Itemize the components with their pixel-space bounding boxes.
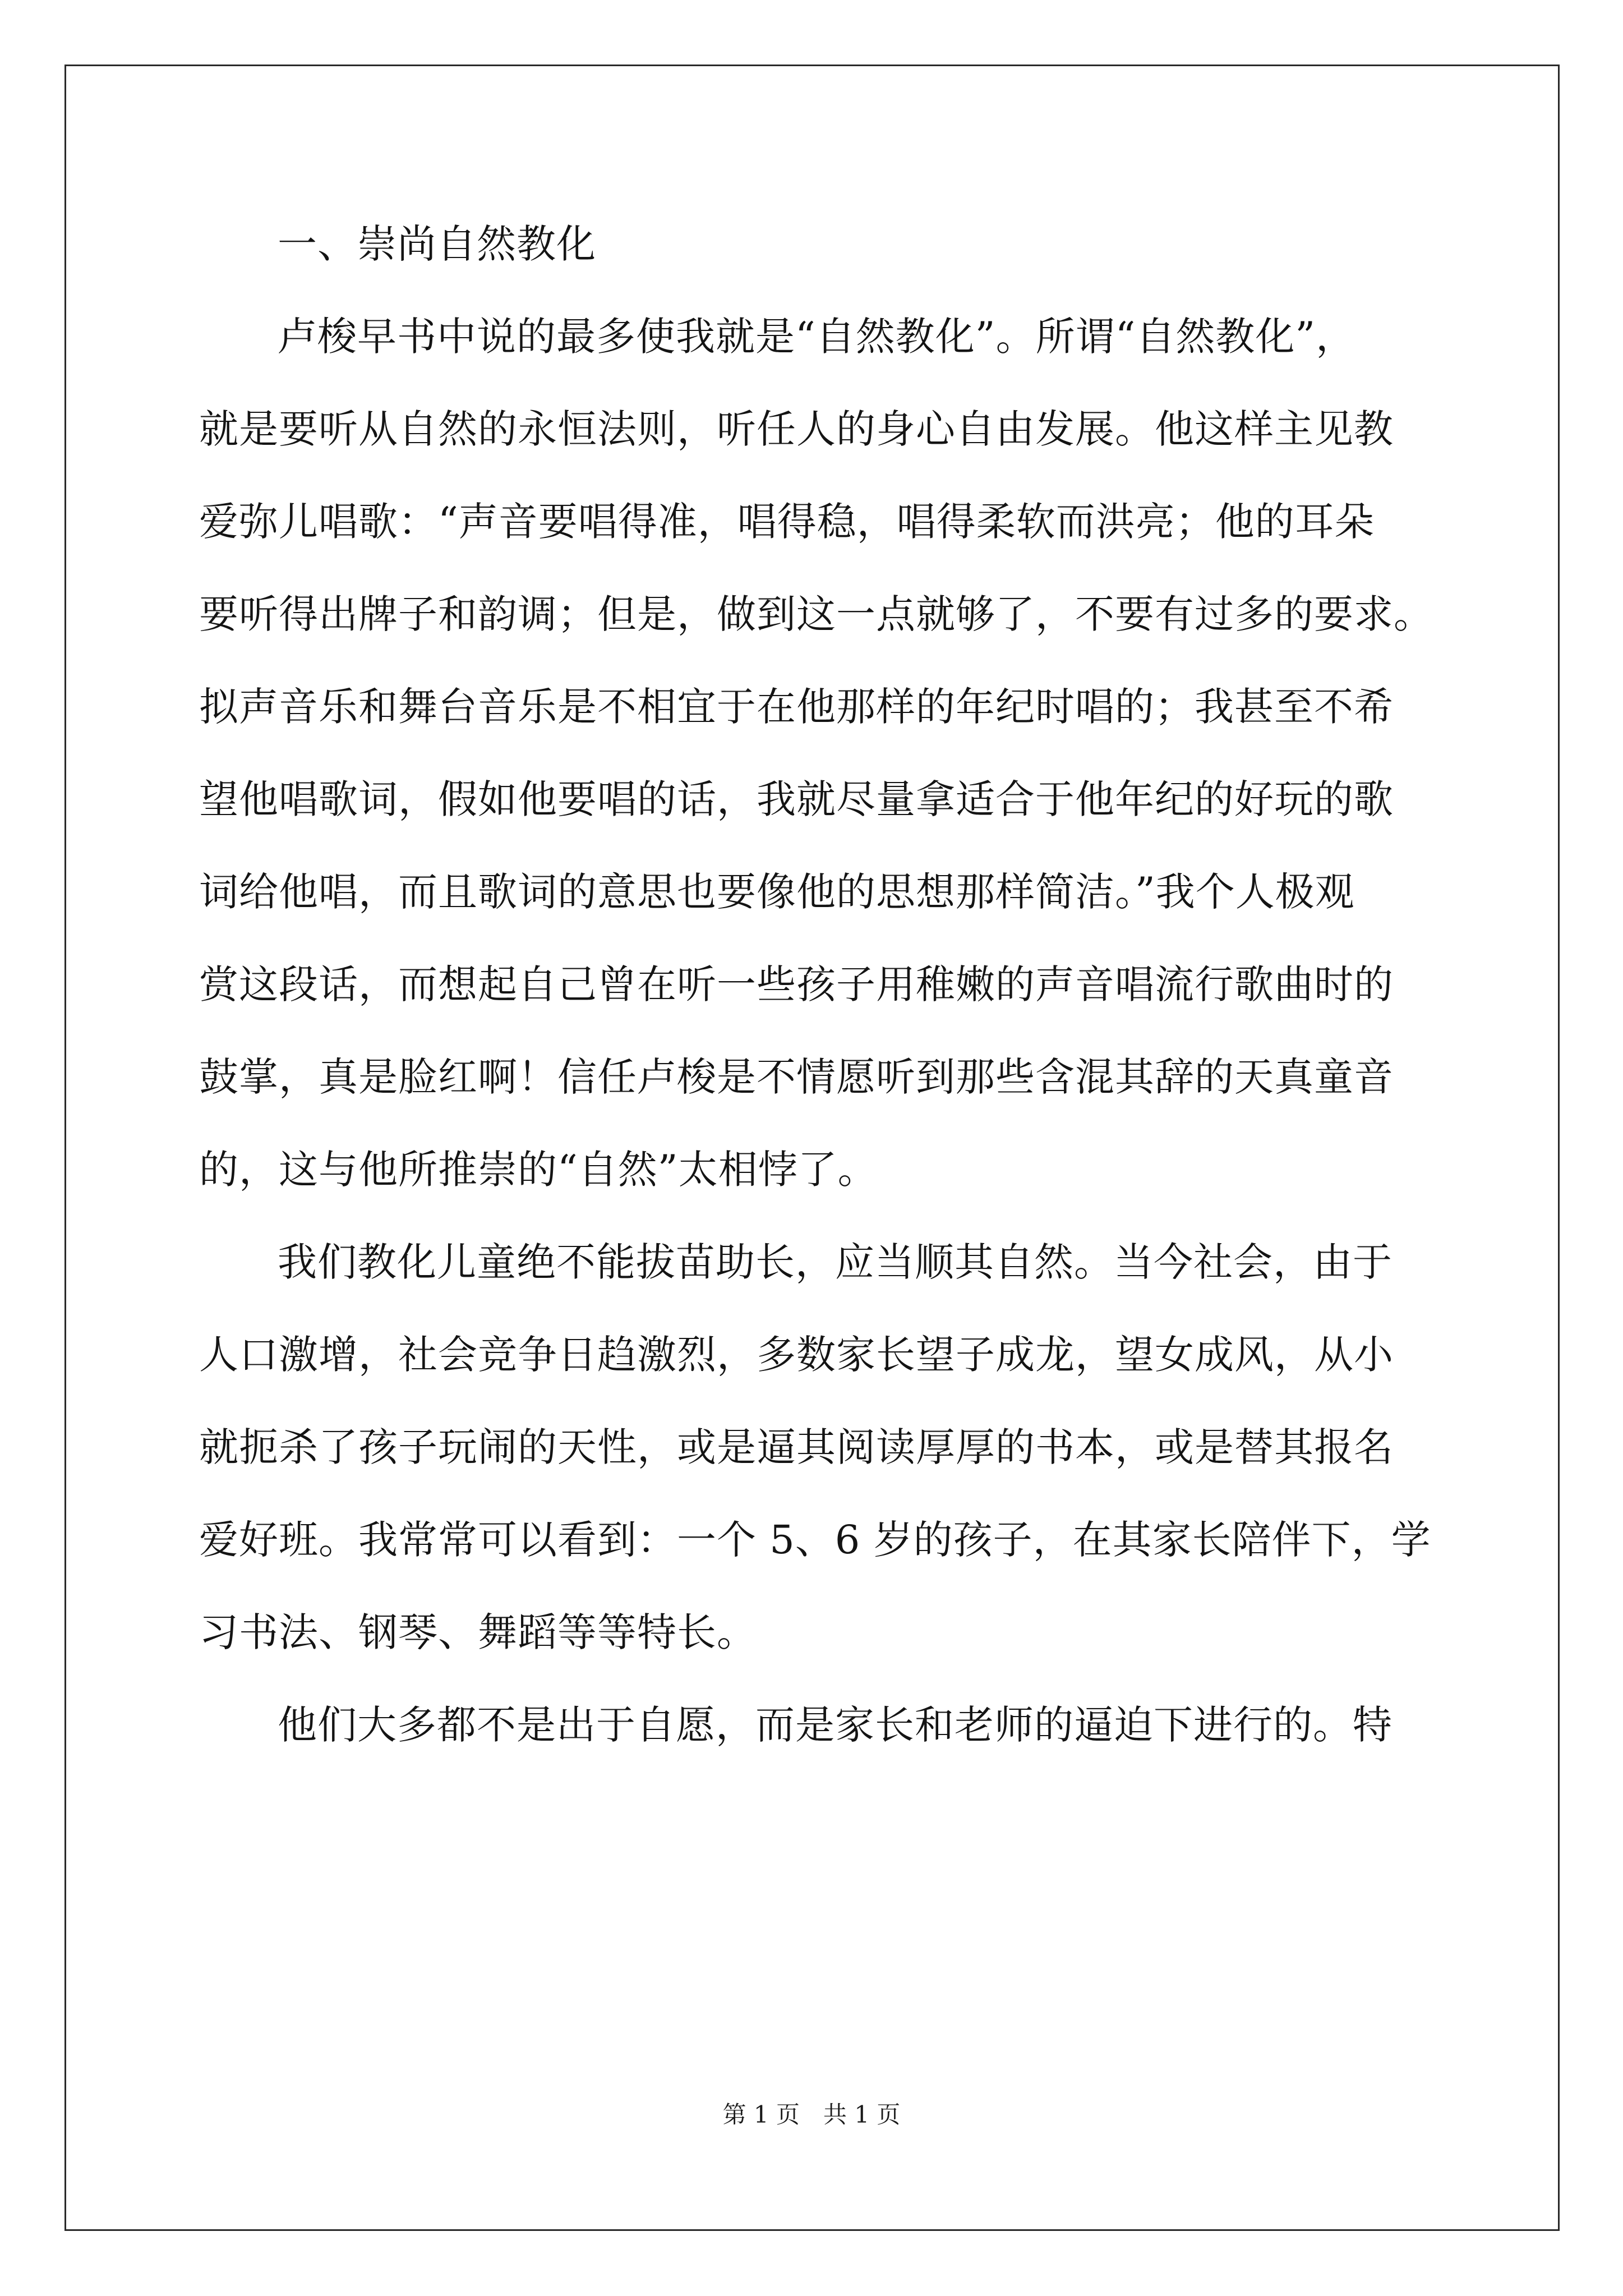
paragraph-line: 爱好班。我常常可以看到：一个 5、6 岁的孩子，在其家长陪伴下，学 (199, 1517, 1431, 1563)
page-footer: 第 1 页 共 1 页 (722, 2101, 901, 2128)
paragraph-line: 卢梭早书中说的最多使我就是“自然教化”。所谓“自然教化”， (278, 314, 1356, 360)
paragraph-line: 鼓掌，真是脸红啊！信任卢梭是不情愿听到那些含混其辞的天真童音 (199, 1054, 1394, 1100)
paragraph-line: 他们大多都不是出于自愿，而是家长和老师的逼迫下进行的。特 (278, 1702, 1393, 1748)
paragraph-line: 望他唱歌词，假如他要唱的话，我就尽量拿适合于他年纪的好玩的歌 (199, 776, 1394, 822)
paragraph-line: 赏这段话，而想起自己曾在听一些孩子用稚嫩的声音唱流行歌曲时的 (199, 961, 1394, 1007)
paragraph-line: 习书法、钢琴、舞蹈等等特长。 (199, 1609, 757, 1655)
paragraph-line: 就扼杀了孩子玩闹的天性，或是逼其阅读厚厚的书本，或是替其报名 (199, 1424, 1394, 1470)
section-heading: 一、崇尚自然教化 (278, 221, 596, 267)
paragraph-line: 我们教化儿童绝不能拔苗助长，应当顺其自然。当今社会，由于 (278, 1239, 1393, 1285)
paragraph-line: 就是要听从自然的永恒法则，听任人的身心自由发展。他这样主见教 (199, 406, 1394, 452)
paragraph-line: 的，这与他所推崇的“自然”太相悖了。 (199, 1147, 878, 1193)
paragraph-line: 要听得出牌子和韵调；但是，做到这一点就够了，不要有过多的要求。 (199, 591, 1433, 637)
paragraph-line: 拟声音乐和舞台音乐是不相宜于在他那样的年纪时唱的；我甚至不希 (199, 684, 1394, 730)
paragraph-line: 爱弥儿唱歌：“声音要唱得准，唱得稳，唱得柔软而洪亮；他的耳朵 (199, 499, 1375, 545)
paragraph-line: 人口激增，社会竞争日趋激烈，多数家长望子成龙，望女成风，从小 (199, 1332, 1394, 1378)
paragraph-line: 词给他唱，而且歌词的意思也要像他的思想那样简洁。”我个人极观 (199, 869, 1355, 915)
